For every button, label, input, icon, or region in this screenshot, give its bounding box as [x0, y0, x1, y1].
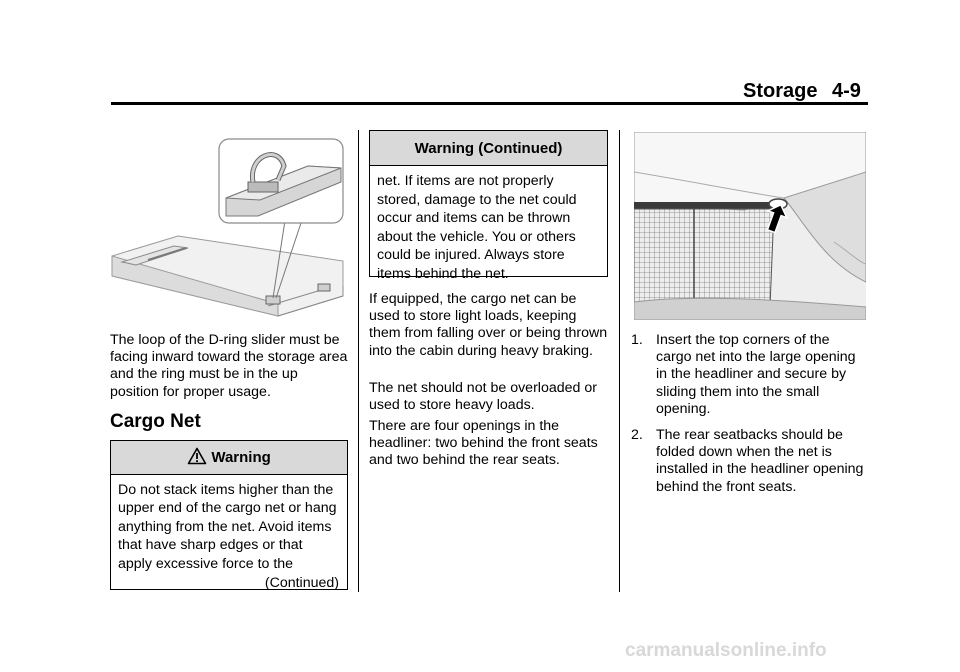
- warning-triangle-icon: [187, 447, 207, 465]
- cargo-net-paragraph-2: The net should not be overloaded or used to store heavy loads.: [369, 380, 597, 414]
- cargo-net-paragraph-1: If equipped, the cargo net can be used to store light loads, keeping them from falling over or being thrown into the cabin during heavy braking.: [369, 291, 608, 359]
- warning-continued-title: Warning (Continued): [370, 131, 607, 166]
- d-ring-slider-illustration: [108, 136, 348, 326]
- warning-continued-box: [369, 130, 608, 282]
- step-text: The rear seatbacks should be folded down when the net is installed in the headliner opening behind the front seats.: [656, 427, 864, 495]
- column-divider: [619, 130, 620, 592]
- cargo-net-paragraph-3: There are four openings in the headliner: two behind the front seats and two behind the rear seats.: [369, 418, 598, 469]
- d-ring-paragraph: The loop of the D-ring slider must be facing inward toward the storage area and the ring must be in the up position for proper usage.: [110, 332, 348, 400]
- column-divider: [358, 130, 359, 592]
- warning-box: [110, 440, 348, 590]
- list-item: [631, 427, 868, 496]
- step-text: Insert the top corners of the cargo net into the large opening in the headliner and secure by sliding them into the small opening.: [656, 332, 856, 417]
- warning-title: Warning: [211, 449, 271, 466]
- step-number: 2.: [631, 427, 643, 444]
- page-number: 4-9: [832, 80, 861, 102]
- warning-continued: (Continued): [264, 575, 339, 592]
- warning-continued-body: net. If items are not properly stored, damage to the net could occur and items can be thrown about the vehicle. You or others could be injured. Always store items behind the net.: [377, 173, 577, 282]
- warning-body: Do not stack items higher than the upper end of the cargo net or hang anything from the net. Avoid items that have sharp edges or that apply excessive force to the: [118, 482, 337, 572]
- warning-header: [111, 441, 347, 475]
- list-item: [631, 332, 868, 418]
- step-number: 1.: [631, 332, 643, 348]
- cargo-net-heading: Cargo Net: [110, 411, 201, 432]
- header-rule: [111, 102, 868, 105]
- section-title: Storage: [743, 80, 818, 102]
- cargo-net-headliner-illustration: [634, 132, 866, 320]
- watermark[interactable]: carmanualsonline.info: [625, 640, 827, 661]
- installation-steps: [631, 332, 868, 505]
